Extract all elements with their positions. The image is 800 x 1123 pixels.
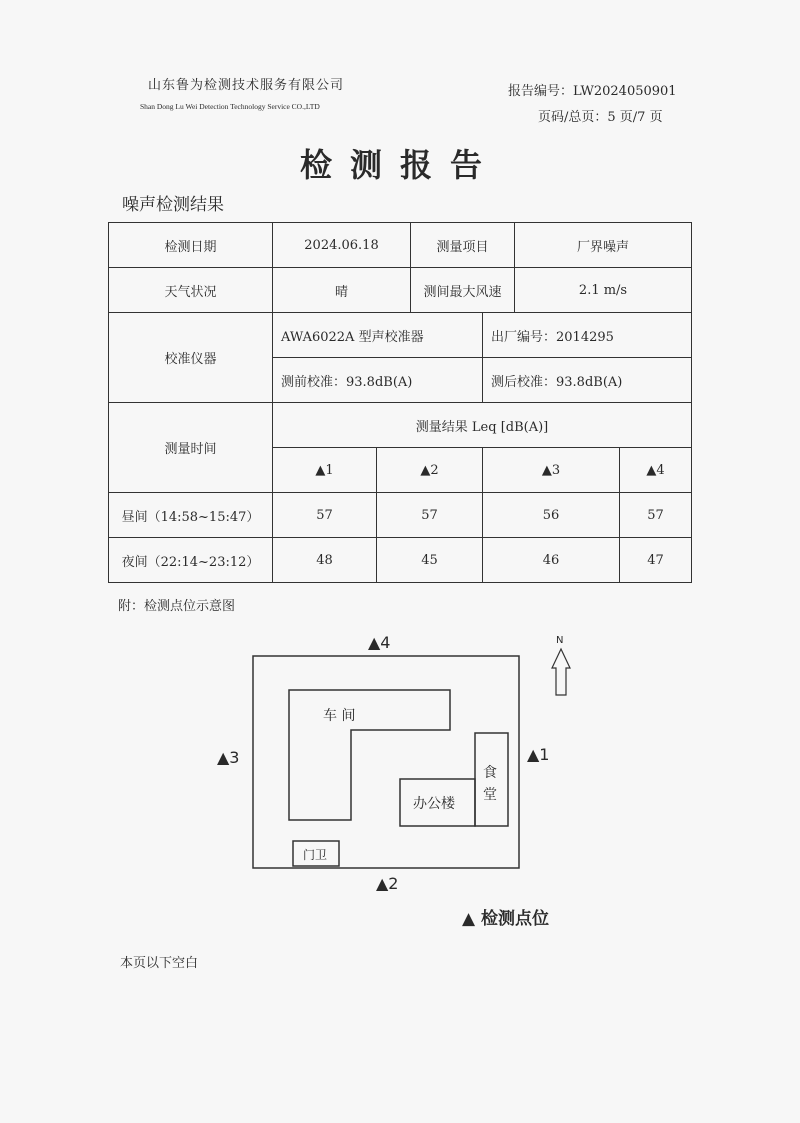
- site-boundary: [253, 656, 519, 868]
- appendix-note: 附：检测点位示意图: [118, 599, 236, 614]
- calibrator-label: 校准仪器: [109, 313, 273, 403]
- document-title: 检测报告: [299, 146, 500, 184]
- calibrator-model: AWA6022A 型声校准器: [273, 313, 483, 358]
- page-info: 页码/总页：5 页/7 页: [538, 110, 663, 125]
- value-cell: 2024.06.18: [273, 223, 411, 268]
- period-cell: 夜间（22:14~23:12）: [109, 538, 273, 583]
- period-cell: 昼间（14:58~15:47）: [109, 493, 273, 538]
- section-title: 噪声检测结果: [122, 195, 224, 215]
- point-header: ▲2: [377, 448, 483, 493]
- result-header: 测量结果 Leq [dB(A)]: [273, 403, 692, 448]
- report-number: 报告编号：LW2024050901: [508, 84, 677, 99]
- calibrator-serial: 出厂编号：2014295: [483, 313, 692, 358]
- value-cell: 45: [377, 538, 483, 583]
- canteen-label: 食: [483, 765, 497, 781]
- point-3-marker: ▲3: [217, 748, 240, 767]
- label-cell: 测量项目: [411, 223, 515, 268]
- north-arrow-icon: [552, 649, 570, 695]
- calibration-after: 测后校准：93.8dB(A): [483, 358, 692, 403]
- point-1-marker: ▲1: [527, 745, 550, 764]
- value-cell: 厂界噪声: [515, 223, 692, 268]
- value-cell: 48: [273, 538, 377, 583]
- value-cell: 57: [620, 493, 692, 538]
- value-cell: 57: [377, 493, 483, 538]
- company-name-cn: 山东鲁为检测技术服务有限公司: [148, 78, 345, 93]
- label-cell: 检测日期: [109, 223, 273, 268]
- company-name-en: Shan Dong Lu Wei Detection Technology Service CO.,LTD: [140, 102, 320, 111]
- value-cell: 46: [483, 538, 620, 583]
- value-cell: 47: [620, 538, 692, 583]
- label-cell: 天气状况: [109, 268, 273, 313]
- value-cell: 56: [483, 493, 620, 538]
- north-label: N: [556, 635, 564, 646]
- legend-label: ▲ 检测点位: [462, 909, 549, 929]
- value-cell: 57: [273, 493, 377, 538]
- measure-time-label: 测量时间: [109, 403, 273, 493]
- gate-label: 门卫: [303, 848, 328, 862]
- workshop-label: 车 间: [323, 708, 356, 724]
- value-cell: 晴: [273, 268, 411, 313]
- point-header: ▲1: [273, 448, 377, 493]
- blank-page-note: 本页以下空白: [120, 956, 199, 971]
- office-label: 办公楼: [413, 796, 455, 812]
- point-4-marker: ▲4: [368, 633, 391, 652]
- point-2-marker: ▲2: [376, 874, 399, 893]
- point-header: ▲3: [483, 448, 620, 493]
- value-cell: 2.1 m/s: [515, 268, 692, 313]
- canteen-label: 堂: [483, 787, 497, 803]
- calibration-before: 测前校准：93.8dB(A): [273, 358, 483, 403]
- label-cell: 测间最大风速: [411, 268, 515, 313]
- point-header: ▲4: [620, 448, 692, 493]
